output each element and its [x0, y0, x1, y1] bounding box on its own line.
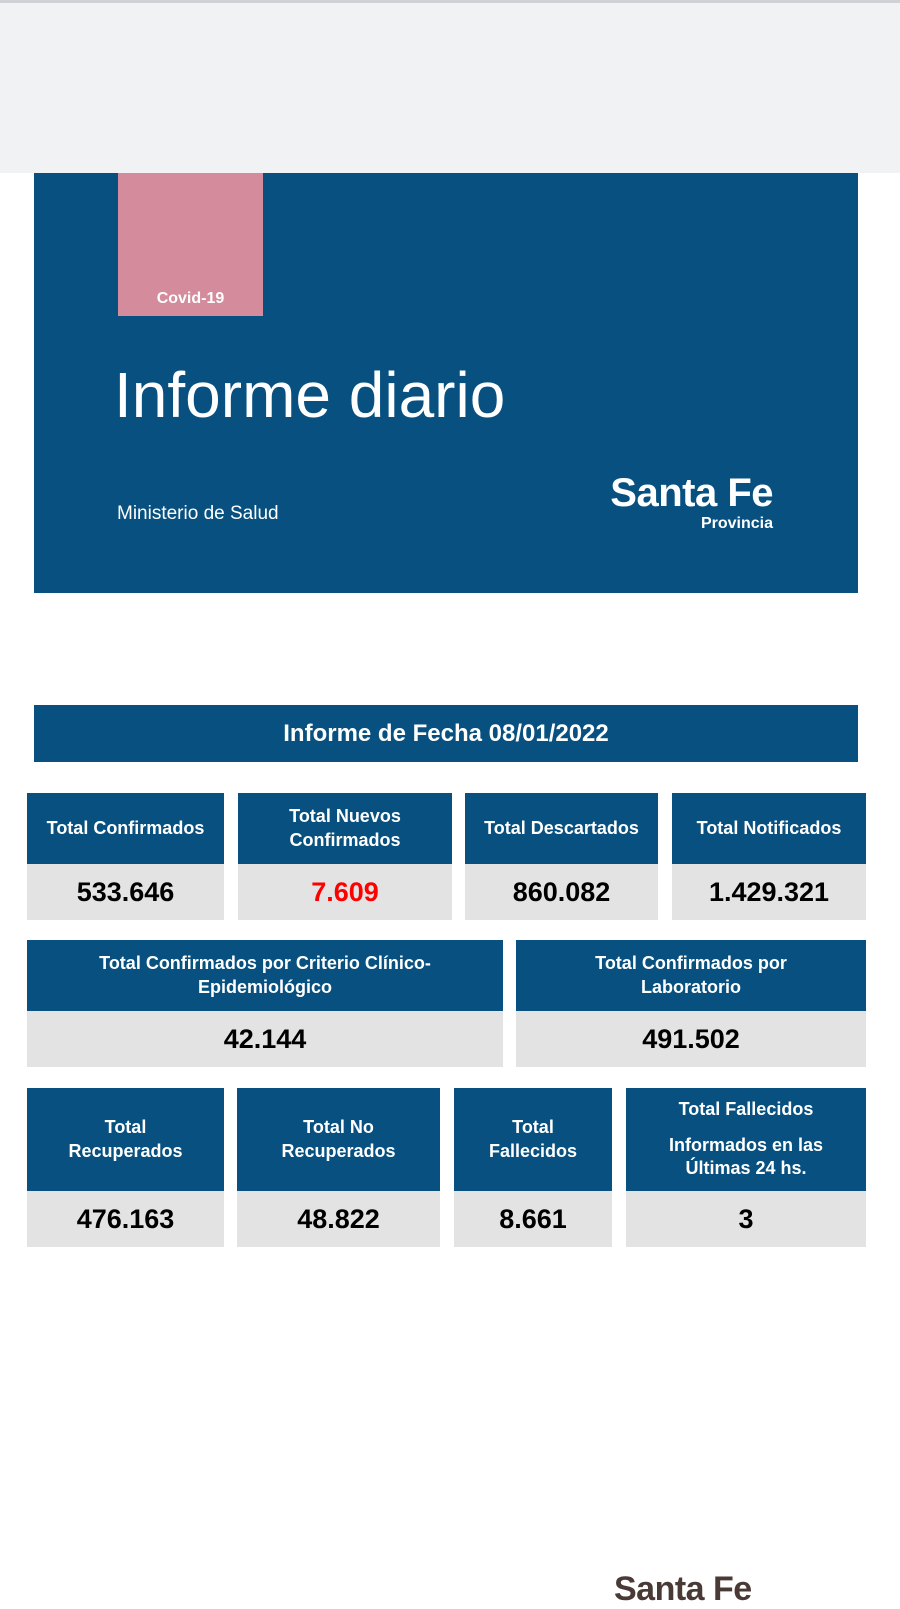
card-total-fallecidos	[454, 1088, 612, 1247]
card-fallecidos-ultimas-24hs	[626, 1088, 866, 1247]
card-confirmados-laboratorio	[516, 940, 866, 1067]
card-label: Total Nuevos Confirmados	[238, 793, 452, 864]
card-label-line1: Total Fallecidos	[678, 1099, 814, 1120]
card-label: Total Descartados	[465, 793, 658, 864]
card-value: 42.144	[27, 1011, 503, 1067]
card-value: 860.082	[465, 864, 658, 920]
card-value: 533.646	[27, 864, 224, 920]
logo-main-text: Santa Fe	[610, 471, 773, 515]
card-confirmados-criterio-clinico	[27, 940, 503, 1067]
card-label: Total Confirmados por Criterio Clínico-Epidemiológico	[27, 940, 503, 1011]
card-label: Total Fallecidos	[454, 1088, 612, 1191]
card-value: 1.429.321	[672, 864, 866, 920]
covid-tag: Covid-19	[118, 173, 263, 316]
browser-top-area	[0, 0, 900, 173]
card-value: 48.822	[237, 1191, 440, 1247]
ministry-label: Ministerio de Salud	[117, 503, 279, 524]
card-label: Total Notificados	[672, 793, 866, 864]
card-label	[626, 1088, 866, 1191]
card-total-confirmados	[27, 793, 224, 920]
hero-title: Informe diario	[114, 359, 506, 431]
report-date-banner: Informe de Fecha 08/01/2022	[34, 705, 858, 762]
card-value: 476.163	[27, 1191, 224, 1247]
card-value: 7.609	[238, 864, 452, 920]
card-label: Total No Recuperados	[237, 1088, 440, 1191]
card-total-no-recuperados	[237, 1088, 440, 1247]
card-label: Total Confirmados por Laboratorio	[516, 940, 866, 1011]
card-label: Total Recuperados	[27, 1088, 224, 1191]
card-total-recuperados	[27, 1088, 224, 1247]
footer-santa-fe-logo: Santa Fe	[614, 1570, 752, 1608]
card-label-line2: Informados en las Últimas 24 hs.	[668, 1134, 824, 1179]
card-total-nuevos-confirmados	[238, 793, 452, 920]
card-value: 3	[626, 1191, 866, 1247]
card-total-notificados	[672, 793, 866, 920]
santa-fe-logo	[610, 473, 773, 533]
card-value: 8.661	[454, 1191, 612, 1247]
report-hero-banner	[34, 173, 858, 593]
card-total-descartados	[465, 793, 658, 920]
logo-sub-text: Provincia	[700, 515, 773, 532]
card-value: 491.502	[516, 1011, 866, 1067]
card-label: Total Confirmados	[27, 793, 224, 864]
